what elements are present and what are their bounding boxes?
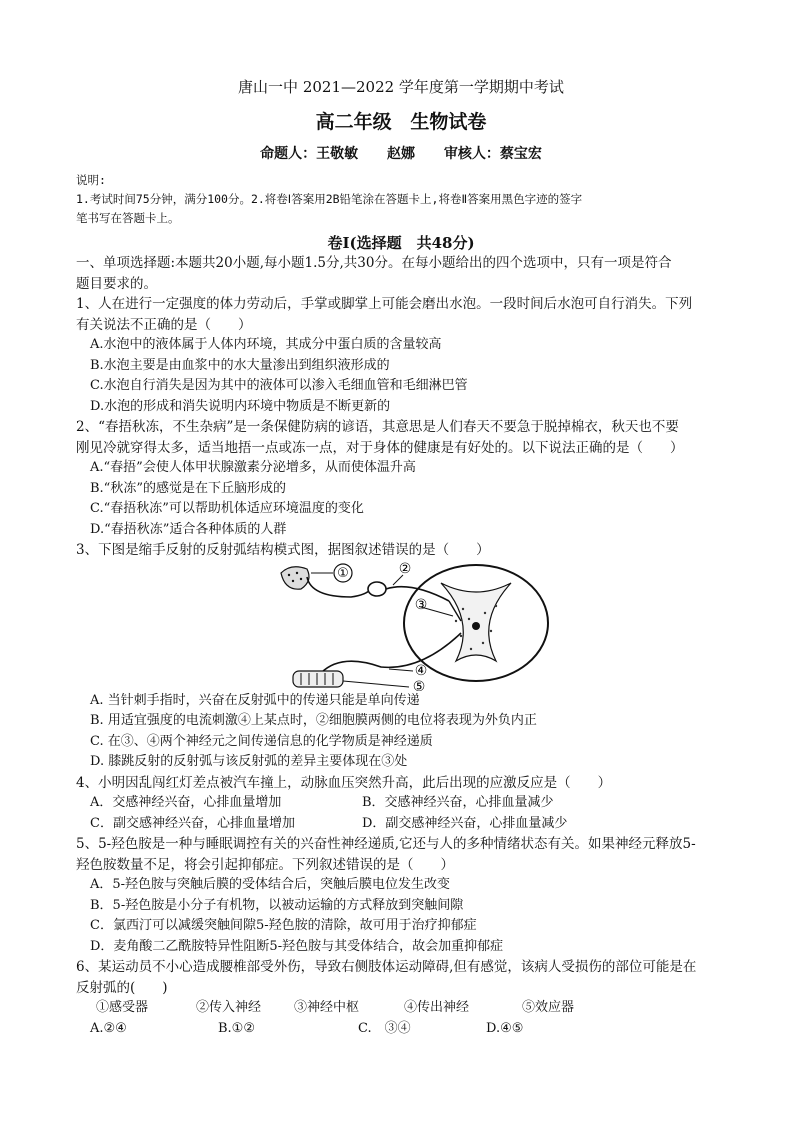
label-5: ⑤ <box>412 678 426 691</box>
exam-subtitle <box>76 107 726 134</box>
option-a: A．交感神经兴奋，心排血量增加 <box>90 795 282 810</box>
question-stem: 3、下图是缩手反射的反射弧结构模式图，据图叙述错误的是（ ） <box>76 542 490 558</box>
label-line-4 <box>389 669 413 671</box>
option-c: C.水泡自行消失是因为其中的液体可以渗入毛细血管和毛细淋巴管 <box>90 378 468 393</box>
option-a: A.“春捂”会使人体甲状腺激素分泌增多，从而使体温升高 <box>90 460 416 475</box>
option-a: A．5-羟色胺与突触后膜的受体结合后，突触后膜电位发生改变 <box>90 877 451 892</box>
exam-title: 唐山一中 2021—2022 学年度第一学期期中考试 <box>238 78 564 96</box>
question-2 <box>76 417 726 540</box>
section-intro-2: 题目要求的。 <box>76 275 157 292</box>
option-c: C．氯西汀可以减缓突触间隙5-羟色胺的清除，故可用于治疗抑郁症 <box>90 918 477 933</box>
question-stem: 有关说法不正确的是（ ） <box>76 316 252 333</box>
option-a: A.②④ <box>90 1020 127 1036</box>
option-b: B．交感神经兴奋，心排血量减少 <box>362 795 554 810</box>
option-a: A.水泡中的液体属于人体内环境，其成分中蛋白质的含量较高 <box>90 337 442 352</box>
question-5 <box>76 834 726 957</box>
question-stem: 6、某运动员不小心造成腰椎部受外伤，导致右侧肢体运动障碍,但有感觉，该病人受损伤的部位可能是在 <box>76 959 697 975</box>
option-b: B.“秋冻”的感觉是在下丘脑形成的 <box>90 480 286 496</box>
reflex-arc-diagram <box>271 561 561 691</box>
question-stem: 反射弧的( ) <box>76 979 168 996</box>
author-label: 命题人：王敬敏 <box>260 146 359 162</box>
question-1 <box>76 294 726 417</box>
receptor-skin <box>281 566 309 588</box>
question-6 <box>76 957 726 1039</box>
exam-page <box>76 70 726 1039</box>
section-intro-1: 一、单项选择题:本题共20小题,每小题1.5分,共30分。在每小题给出的四个选项中，只有一项是符合 <box>76 255 672 271</box>
parts-row <box>76 998 726 1019</box>
part-5: ⑤效应器 <box>522 1000 575 1015</box>
label-3: ③ <box>414 596 428 613</box>
instructions-label: 说明: <box>76 173 106 187</box>
part-3: ③神经中枢 <box>294 1000 360 1015</box>
question-4 <box>76 773 726 835</box>
option-c: C. 在③、④两个神经元之间传递信息的化学物质是神经递质 <box>90 733 433 749</box>
option-d: D. 膝跳反射的反射弧与该反射弧的差异主要体现在③处 <box>90 754 408 769</box>
option-row <box>76 1019 726 1040</box>
option-b: B.水泡主要是由血浆中的水大量渗出到组织液形成的 <box>90 357 390 373</box>
option-d: D.④⑤ <box>486 1020 524 1036</box>
section-title: 卷Ⅰ(选择题 共48分) <box>327 234 475 252</box>
question-stem: 刚见冷就穿得太多，适当地捂一点或冻一点，对于身体的健康是有好处的。以下说法正确的是（ ） <box>76 439 684 456</box>
option-b: B．5-羟色胺是小分子有机物，以被动运输的方式释放到突触间隙 <box>90 897 464 913</box>
label-line-5 <box>343 681 409 687</box>
option-d: D.“春捂秋冻”适合各种体质的人群 <box>90 521 287 537</box>
label-4: ④ <box>414 662 428 679</box>
instructions-line2: 笔书写在答题卡上。 <box>76 211 180 225</box>
question-stem: 2、“春捂秋冻，不生杂病”是一条保健防病的谚语，其意思是人们春天不要急于脱掉棉衣，秋天也不要 <box>76 419 679 435</box>
instructions <box>76 171 726 228</box>
reflex-arc-figure <box>271 561 561 691</box>
option-c: C．副交感神经兴奋，心排血量增加 <box>90 815 295 831</box>
option-d: D．麦角酸二乙酰胺特异性阻断5-羟色胺与其受体结合，故会加重抑郁症 <box>90 938 504 954</box>
question-stem: 羟色胺数量不足，将会引起抑郁症。下列叙述错误的是（ ） <box>76 856 454 873</box>
option-b: B. 用适宜强度的电流刺激④上某点时，②细胞膜两侧的电位将表现为外负内正 <box>90 713 537 728</box>
option-a: A. 当针刺手指时，兴奋在反射弧中的传递只能是单向传递 <box>90 692 420 708</box>
authors-line <box>76 143 726 163</box>
option-row <box>76 814 726 835</box>
option-c: C. ③④ <box>358 1020 411 1036</box>
label-1: ① <box>337 565 349 581</box>
subject-label: 生物试卷 <box>410 111 487 133</box>
part-1: ①感受器 <box>96 1000 149 1015</box>
part-2: ②传入神经 <box>196 1000 262 1015</box>
option-d: D．副交感神经兴奋，心排血量减少 <box>362 815 568 831</box>
reviewer-label: 审核人：蔡宝宏 <box>443 146 542 162</box>
central-canal <box>472 622 480 630</box>
option-d: D.水泡的形成和消失说明内环境中物质是不断更新的 <box>90 398 391 414</box>
label-2: ② <box>398 560 412 577</box>
question-3 <box>76 540 726 773</box>
option-row <box>76 793 726 814</box>
ganglion <box>368 582 386 596</box>
author2-label: 赵娜 <box>387 146 415 162</box>
question-stem: 1、人在进行一定强度的体力劳动后，手掌或脚掌上可能会磨出水泡。一段时间后水泡可自行消失。下列 <box>76 296 693 312</box>
grade-label: 高二年级 <box>315 111 392 133</box>
option-b: B.①② <box>218 1020 255 1036</box>
option-c: C.“春捂秋冻”可以帮助机体适应环境温度的变化 <box>90 501 364 516</box>
question-stem: 4、小明因乱闯红灯差点被汽车撞上，动脉血压突然升高，此后出现的应激反应是（ ） <box>76 774 612 791</box>
instructions-line1: 1.考试时间75分钟，满分100分。2.将卷Ⅰ答案用2B铅笔涂在答题卡上,将卷Ⅱ答案用黑色字迹的签字 <box>76 192 583 206</box>
part-4: ④传出神经 <box>404 1000 470 1015</box>
question-stem: 5、5-羟色胺是一种与睡眠调控有关的兴奋性神经递质,它还与人的多种情绪状态有关。如果神经元释放5- <box>76 836 696 852</box>
